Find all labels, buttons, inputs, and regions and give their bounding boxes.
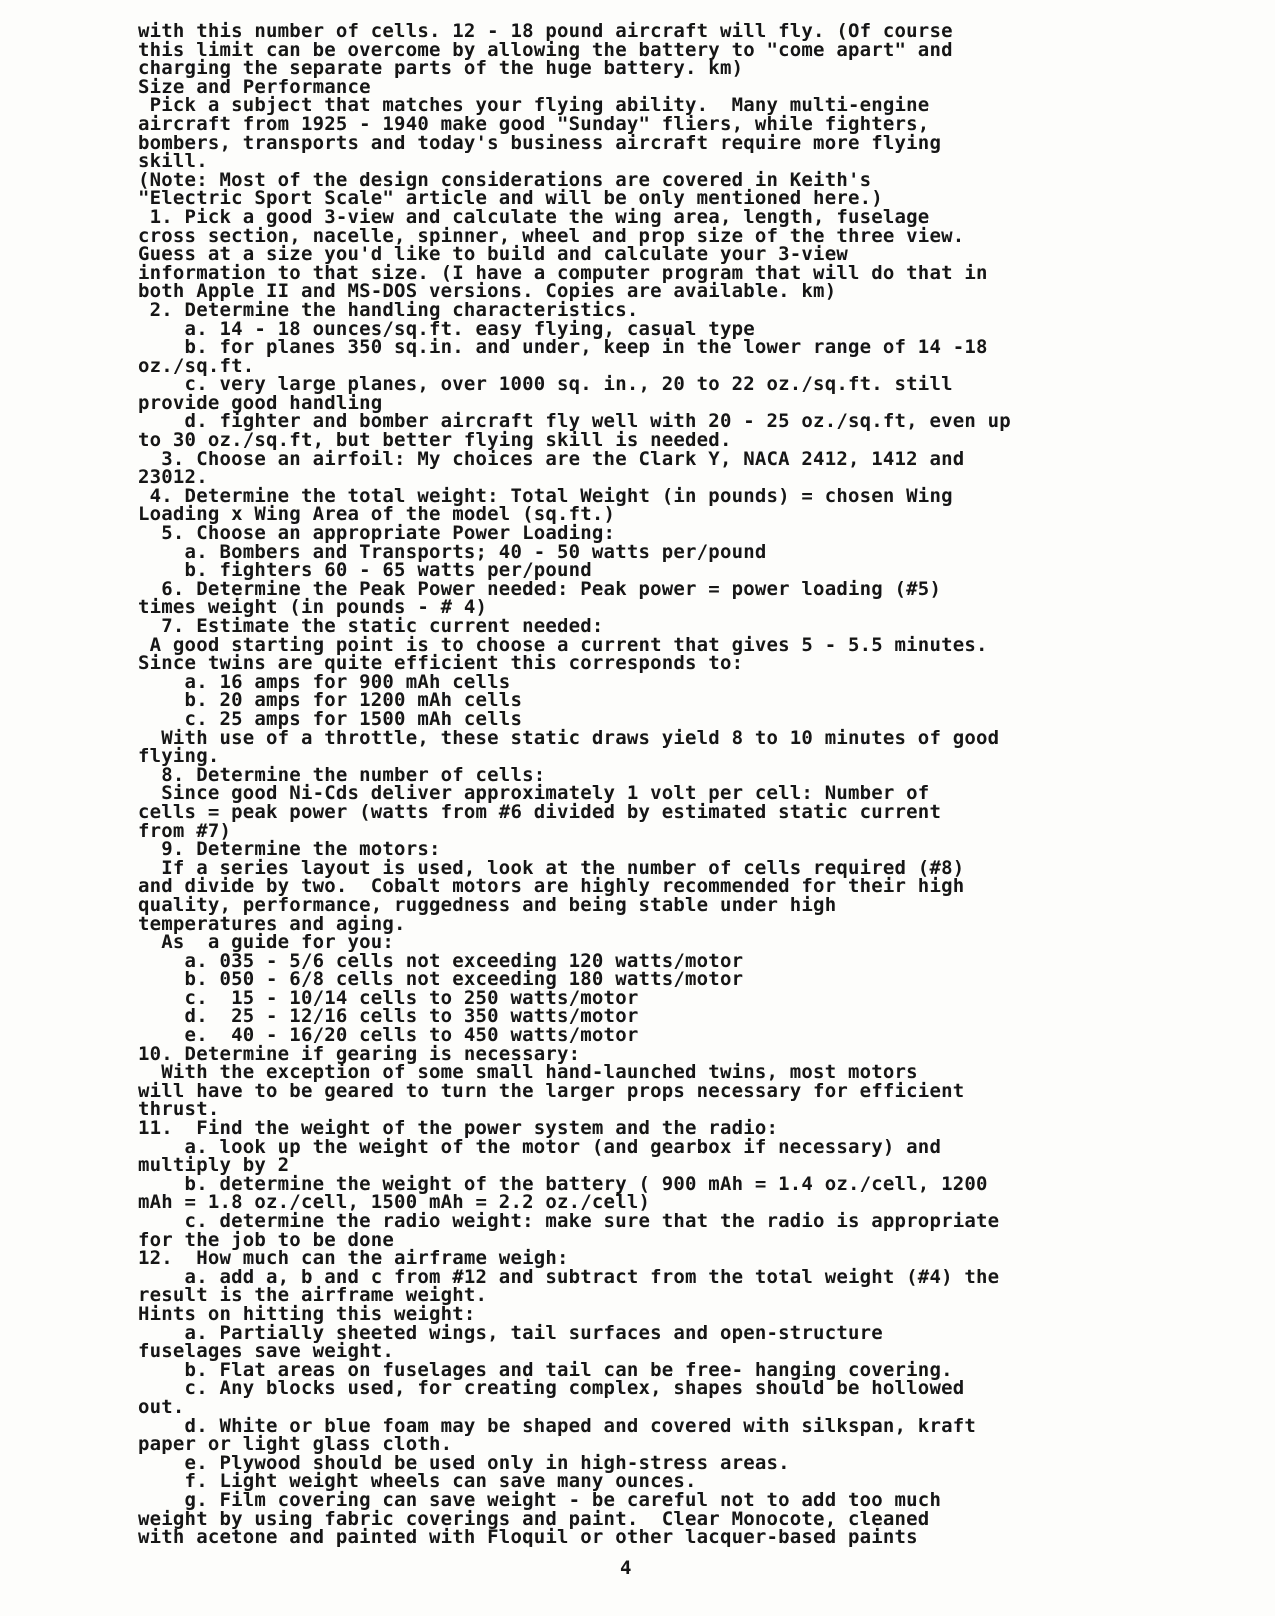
text-line: times weight (in pounds - # 4) [138, 596, 488, 619]
text-line: With use of a throttle, these static draws yield 8 to 10 minutes of good [138, 726, 1000, 749]
text-line: b. fighters 60 - 65 watts per/pound [138, 559, 592, 582]
text-line: cross section, nacelle, spinner, wheel and prop size of the three view. [138, 224, 965, 247]
text-line: this limit can be overcome by allowing the battery to "come apart" and [138, 38, 953, 61]
text-line: mAh = 1.8 oz./cell, 1500 mAh = 2.2 oz./cell) [138, 1191, 651, 1214]
text-line: with acetone and painted with Floquil or other lacquer-based paints [138, 1526, 918, 1549]
text-line: fuselages save weight. [138, 1340, 395, 1363]
text-line: temperatures and aging. [138, 912, 406, 935]
text-line: for the job to be done [138, 1228, 395, 1251]
text-line: a. look up the weight of the motor (and gearbox if necessary) and [138, 1135, 942, 1158]
text-line: bombers, transports and today's business aircraft require more flying [138, 131, 942, 154]
text-line: c. determine the radio weight: make sure that the radio is appropriate [138, 1210, 1000, 1232]
text-line: (Note: Most of the design considerations are covered in Keith's [138, 168, 872, 191]
text-line: thrust. [138, 1098, 220, 1121]
text-line: c. 25 amps for 1500 mAh cells [138, 707, 523, 730]
text-line: d. White or blue foam may be shaped and covered with silkspan, kraft [138, 1414, 977, 1437]
text-line: 5. Choose an appropriate Power Loading: [138, 522, 616, 545]
text-line: 7. Estimate the static current needed: [138, 615, 604, 637]
text-line: flying. [138, 745, 220, 768]
text-line: 8. Determine the number of cells: [138, 763, 546, 786]
text-line: Guess at a size you'd like to build and calculate your 3-view [138, 243, 848, 266]
text-line: cells = peak power (watts from #6 divided by estimated static current [138, 800, 942, 823]
text-line: 9. Determine the motors: [138, 838, 441, 861]
text-line: As a guide for you: [138, 931, 395, 954]
text-line: b. for planes 350 sq.in. and under, keep in the lower range of 14 -18 [138, 336, 988, 359]
text-line: 2. Determine the handling characteristics. [138, 298, 639, 321]
text-line: weight by using fabric coverings and paint. Clear Monocote, cleaned [138, 1507, 930, 1530]
text-line: With the exception of some small hand-launched twins, most motors [138, 1061, 918, 1084]
text-line: a. add a, b and c from #12 and subtract from the total weight (#4) the [138, 1265, 1000, 1288]
text-line: oz./sq.ft. [138, 354, 255, 377]
text-line: a. 14 - 18 ounces/sq.ft. easy flying, casual type [138, 317, 755, 340]
text-line: 3. Choose an airfoil: My choices are the Clark Y, NACA 2412, 1412 and [138, 447, 965, 470]
text-line: will have to be geared to turn the larger props necessary for efficient [138, 1079, 965, 1102]
page-number: 4 [620, 1557, 632, 1579]
text-line: and divide by two. Cobalt motors are highly recommended for their high [138, 875, 965, 898]
text-line: b. 050 - 6/8 cells not exceeding 180 watts/motor [138, 968, 744, 991]
text-line: information to that size. (I have a computer program that will do that in [138, 261, 988, 284]
text-line: multiply by 2 [138, 1154, 290, 1177]
text-line: 11. Find the weight of the power system and the radio: [138, 1117, 779, 1140]
text-line: a. 035 - 5/6 cells not exceeding 120 watts/motor [138, 949, 744, 972]
text-line: Since good Ni-Cds deliver approximately 1 volt per cell: Number of [138, 782, 930, 805]
text-line: e. Plywood should be used only in high-stress areas. [138, 1451, 790, 1474]
text-line: paper or light glass cloth. [138, 1433, 453, 1456]
text-line: d. fighter and bomber aircraft fly well with 20 - 25 oz./sq.ft, even up [138, 410, 1011, 433]
text-line: 4. Determine the total weight: Total Weight (in pounds) = chosen Wing [138, 484, 953, 507]
text-line: skill. [138, 150, 208, 173]
text-line: d. 25 - 12/16 cells to 350 watts/motor [138, 1005, 639, 1028]
text-line: result is the airframe weight. [138, 1284, 488, 1307]
text-line: both Apple II and MS-DOS versions. Copies are available. km) [138, 280, 837, 303]
text-line: 6. Determine the Peak Power needed: Peak power = power loading (#5) [138, 577, 942, 600]
text-line: from #7) [138, 819, 232, 842]
text-line: Since twins are quite efficient this corresponds to: [138, 652, 744, 675]
text-line: aircraft from 1925 - 1940 make good "Sunday" fliers, while fighters, [138, 112, 930, 135]
text-line: a. 16 amps for 900 mAh cells [138, 670, 511, 693]
text-line: to 30 oz./sq.ft, but better flying skill is needed. [138, 429, 732, 452]
text-line: b. 20 amps for 1200 mAh cells [138, 689, 523, 712]
text-line: Size and Performance [138, 75, 371, 98]
text-line: charging the separate parts of the huge battery. km) [138, 57, 744, 80]
text-line: provide good handling [138, 391, 383, 414]
text-line: c. 15 - 10/14 cells to 250 watts/motor [138, 986, 639, 1009]
text-line: g. Film covering can save weight - be careful not to add too much [138, 1488, 942, 1511]
text-line: A good starting point is to choose a current that gives 5 - 5.5 minutes. [138, 633, 988, 656]
text-line: 23012. [138, 466, 208, 489]
text-line: Pick a subject that matches your flying ability. Many multi-engine [138, 94, 930, 117]
text-line: If a series layout is used, look at the number of cells required (#8) [138, 856, 965, 879]
text-line: a. Bombers and Transports; 40 - 50 watts per/pound [138, 540, 767, 563]
document-body [138, 22, 1138, 1547]
text-line: Hints on hitting this weight: [138, 1302, 476, 1325]
text-line: quality, performance, ruggedness and being stable under high [138, 893, 837, 916]
text-line: out. [138, 1395, 185, 1418]
text-line: e. 40 - 16/20 cells to 450 watts/motor [138, 1024, 639, 1047]
text-line: "Electric Sport Scale" article and will be only mentioned here.) [138, 187, 883, 210]
text-line: 12. How much can the airframe weigh: [138, 1247, 569, 1270]
text-line: 10. Determine if gearing is necessary: [138, 1042, 581, 1065]
text-line: 1. Pick a good 3-view and calculate the wing area, length, fuselage [138, 205, 930, 228]
text-line: f. Light weight wheels can save many ounces. [138, 1470, 697, 1493]
text-line: Loading x Wing Area of the model (sq.ft.) [138, 503, 616, 526]
text-line: b. determine the weight of the battery ( 900 mAh = 1.4 oz./cell, 1200 [138, 1172, 988, 1195]
text-line: c. Any blocks used, for creating complex, shapes should be hollowed [138, 1377, 965, 1400]
text-line: a. Partially sheeted wings, tail surfaces and open-structure [138, 1321, 883, 1344]
text-line: with this number of cells. 12 - 18 pound aircraft will fly. (Of course [138, 20, 953, 42]
text-line: b. Flat areas on fuselages and tail can be free- hanging covering. [138, 1358, 953, 1381]
text-line: c. very large planes, over 1000 sq. in., 20 to 22 oz./sq.ft. still [138, 373, 953, 396]
